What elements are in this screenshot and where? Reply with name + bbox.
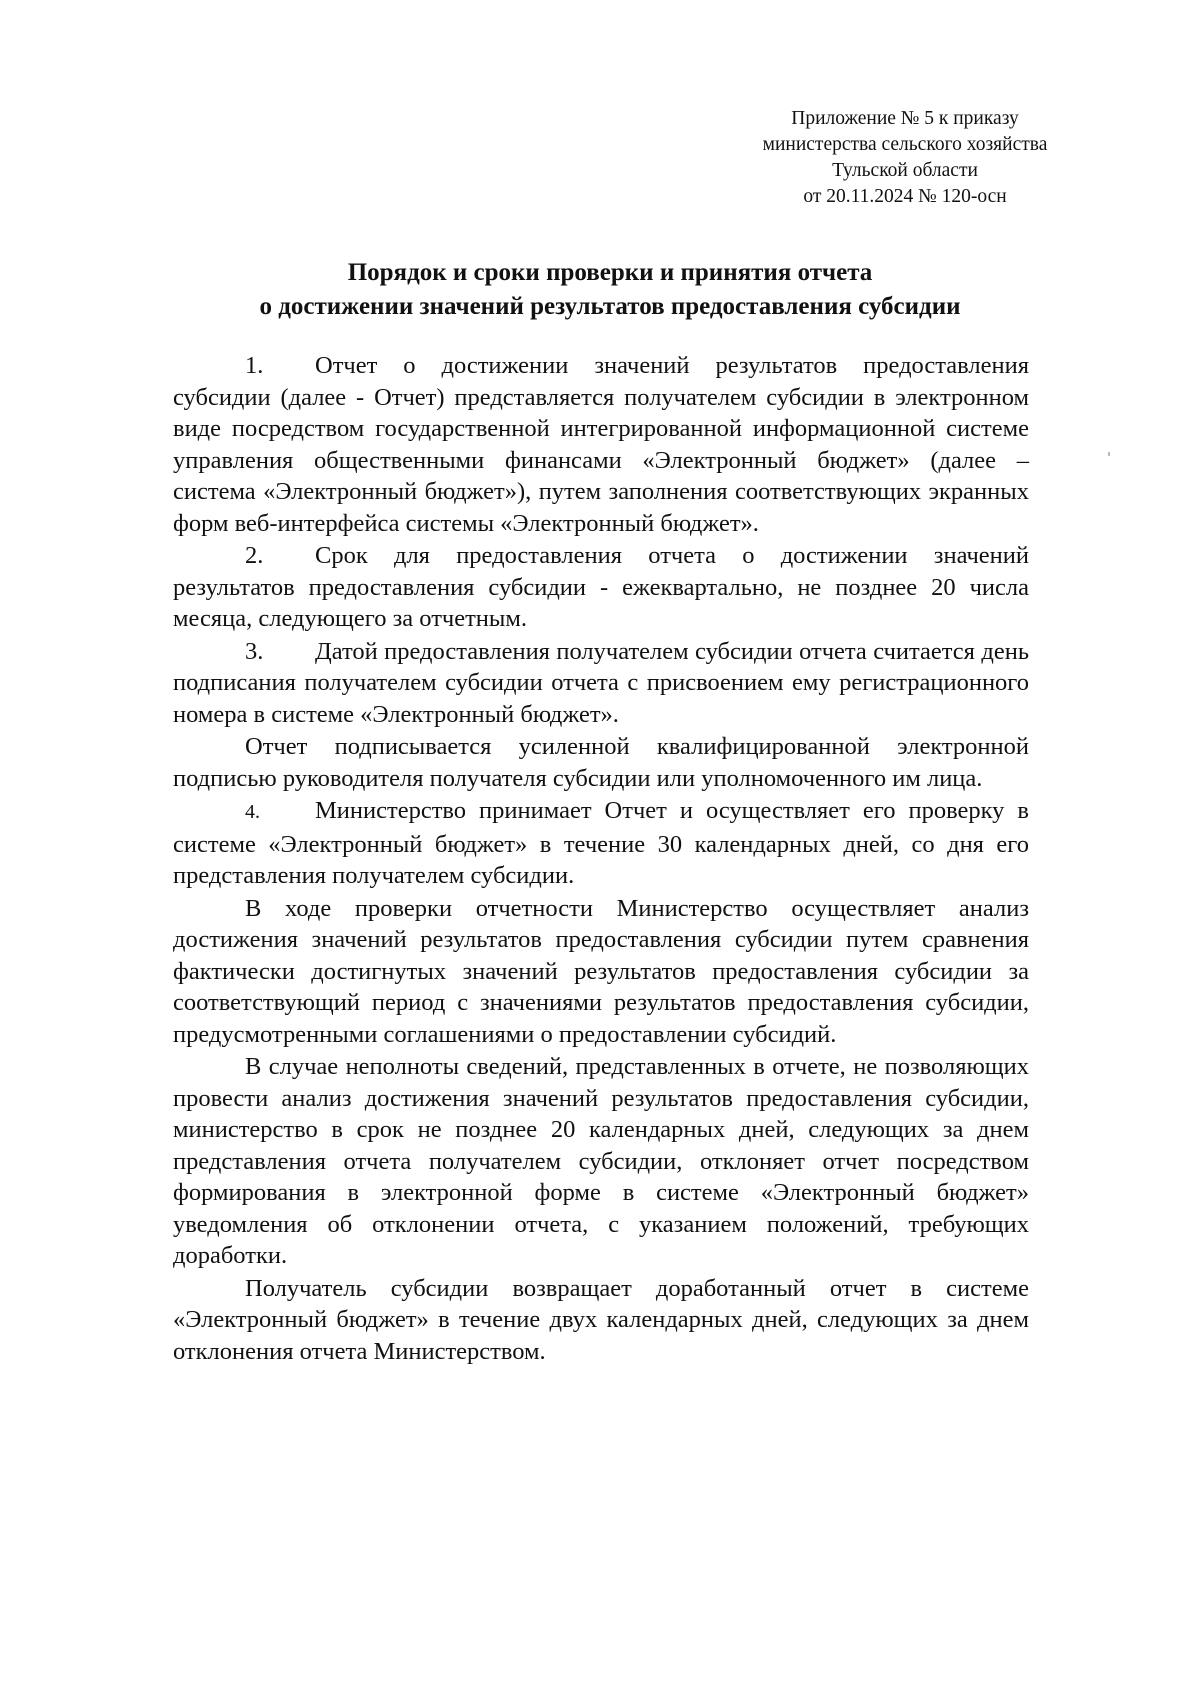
- paragraph-return: [173, 1273, 1029, 1368]
- title-line: Порядок и сроки проверки и принятия отчета: [347, 259, 873, 286]
- paragraph-text: Датой предоставления получателем субсидии отчета считается день подписания получателем субсидии отчета с присвоением ему регистрационного номера в системе «Электронный бюджет».: [173, 637, 1029, 728]
- appendix-header: [735, 106, 1075, 210]
- paragraph-text: Отчет о достижении значений результатов предоставления субсидии (далее - Отчет) представляется получателем субсидии в электронном виде посредством государственной интегрированной информационной системе управления общественными финансами «Электронный бюджет» (далее – система «Электронный бюджет»), путем заполнения соответствующих экранных форм веб-интерфейса системы «Электронный бюджет».: [173, 352, 1029, 537]
- paragraph-text: В ходе проверки отчетности Министерство осуществляет анализ достижения значений результатов предоставления субсидии путем сравнения фактически достигнутых значений результатов предоставления субсидии за соответствующий период с значениями результатов предоставления субсидии, предусмотренными соглашениями о предоставлении субсидий.: [173, 894, 1029, 1048]
- scan-speck: [1108, 452, 1110, 456]
- appendix-line: Приложение № 5 к приказу: [791, 108, 1019, 129]
- paragraph-review: [173, 893, 1029, 1051]
- paragraph-text: Получатель субсидии возвращает доработанный отчет в системе «Электронный бюджет» в течение двух календарных дней, следующих за днем отклонения отчета Министерством.: [173, 1274, 1029, 1365]
- title-line: о достижении значений результатов предоставления субсидии: [259, 293, 961, 320]
- item-number: 2.: [245, 542, 264, 569]
- appendix-line: от 20.11.2024 № 120-осн: [803, 186, 1007, 207]
- document-title: [170, 256, 1050, 324]
- paragraph-incomplete: [173, 1051, 1029, 1272]
- appendix-line: министерства сельского хозяйства: [762, 134, 1048, 155]
- paragraph-item-1: [173, 350, 1029, 539]
- paragraph-item-4: [173, 795, 1029, 892]
- item-number: 4.: [245, 801, 260, 823]
- paragraph-text: Министерство принимает Отчет и осуществляет его проверку в системе «Электронный бюджет» в течение 30 календарных дней, со дня его представления получателем субсидии.: [173, 797, 1029, 889]
- paragraph-text: Отчет подписывается усиленной квалифицированной электронной подписью руководителя получателя субсидии или уполномоченного им лица.: [173, 733, 1029, 792]
- paragraph-item-3: [173, 636, 1029, 731]
- paragraph-text: В случае неполноты сведений, представленных в отчете, не позволяющих провести анализ достижения значений результатов предоставления субсидии, министерство в срок не позднее 20 календарных дней, следующих за днем представления отчета получателем субсидии, отклоняет отчет посредством формирования в электронной форме в системе «Электронный бюджет» уведомления об отклонении отчета, с указанием положений, требующих доработки.: [173, 1053, 1029, 1269]
- paragraph-item-2: [173, 540, 1029, 635]
- item-number: 1.: [245, 352, 264, 379]
- document-body: [173, 350, 1029, 1367]
- appendix-line: Тульской области: [832, 160, 978, 181]
- paragraph-signature: [173, 731, 1029, 794]
- paragraph-text: Срок для предоставления отчета о достижении значений результатов предоставления субсидии - ежеквартально, не позднее 20 числа месяца, следующего за отчетным.: [173, 542, 1029, 632]
- item-number: 3.: [245, 637, 264, 665]
